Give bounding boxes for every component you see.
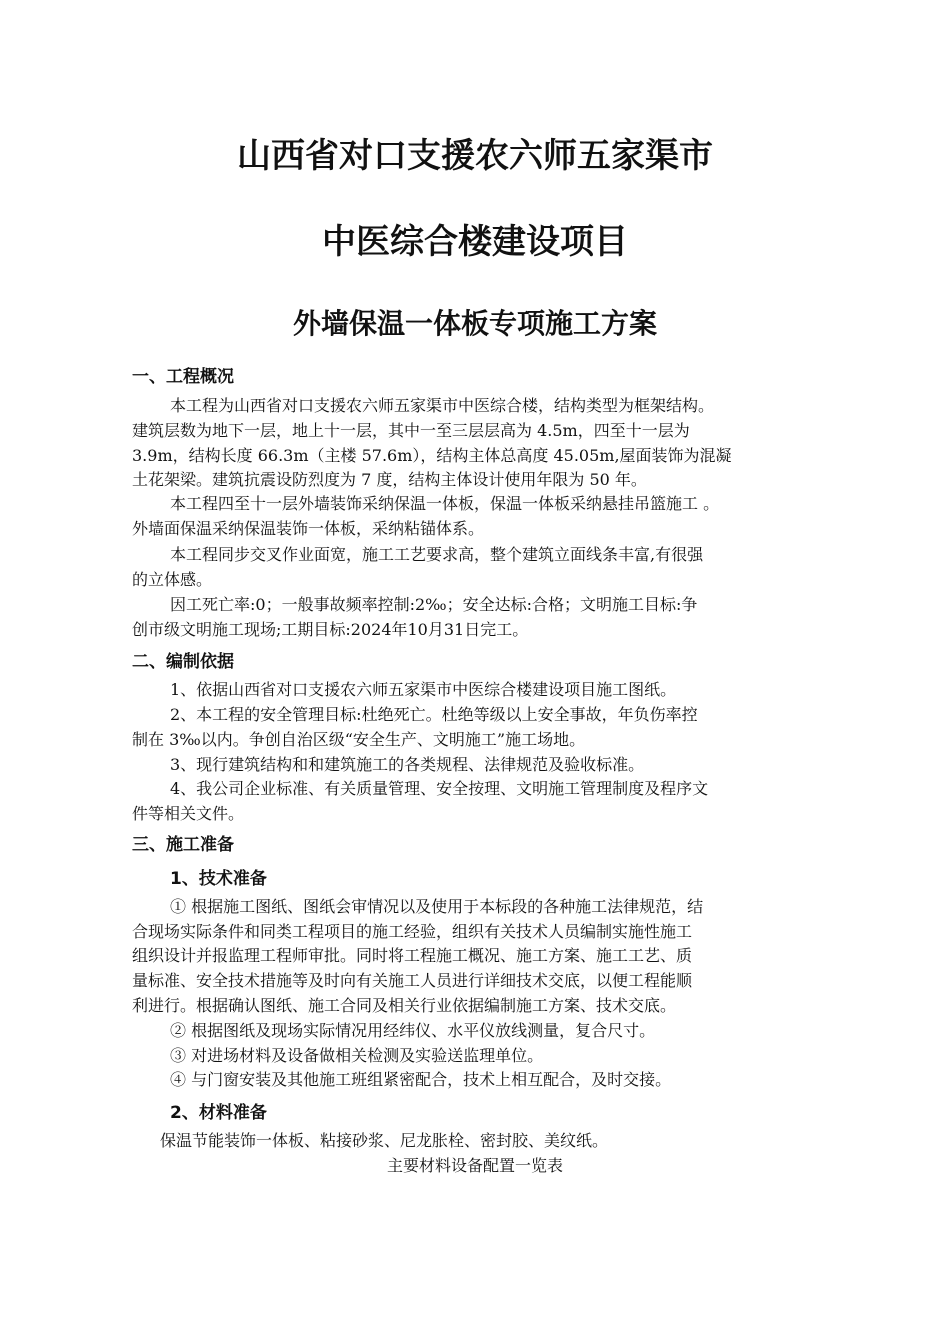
paragraph-line: 建筑层数为地下一层，地上十一层，其中一至三层层高为 4.5m，四至十一层为 <box>132 421 690 440</box>
paragraph-line: 合现场实际条件和同类工程项目的施工经验，组织有关技术人员编制实施性施工 <box>132 922 693 941</box>
paragraph-line: ③ 对进场材料及设备做相关检测及实验送监理单位。 <box>170 1046 544 1065</box>
title-line-1: 山西省对口支援农六师五家渠市 <box>237 136 713 176</box>
paragraph-line: 因工死亡率:0；一般事故频率控制:2‰；安全达标:合格；文明施工目标:争 <box>170 595 698 614</box>
paragraph-line: 3.9m，结构长度 66.3m（主楼 57.6m），结构主体总高度 45.05m,屋面装饰为混凝 <box>132 446 732 465</box>
paragraph-line: 的立体感。 <box>132 570 213 589</box>
section-2-heading: 二、编制依据 <box>132 652 234 672</box>
paragraph-line: 本工程同步交叉作业面宽，施工工艺要求高，整个建筑立面线条丰富,有很强 <box>170 545 704 564</box>
paragraph-line: 组织设计并报监理工程师审批。同时将工程施工概况、施工方案、施工工艺、质 <box>132 946 693 965</box>
paragraph-line: ④ 与门窗安装及其他施工班组紧密配合，技术上相互配合，及时交接。 <box>170 1070 672 1089</box>
paragraph-line: 量标准、安全技术措施等及时向有关施工人员进行详细技术交底，以便工程能顺 <box>132 971 693 990</box>
paragraph-line: 土花架梁。建筑抗震设防烈度为 7 度，结构主体设计使用年限为 50 年。 <box>132 470 647 489</box>
paragraph-line: 4、我公司企业标准、有关质量管理、安全按理、文明施工管理制度及程序文 <box>170 779 709 798</box>
paragraph-line: 创市级文明施工现场;工期目标:2024年10月31日完工。 <box>132 620 529 639</box>
paragraph-line: 1、依据山西省对口支援农六师五家渠市中医综合楼建设项目施工图纸。 <box>170 680 677 699</box>
paragraph-line: 2、本工程的安全管理目标:杜绝死亡。杜绝等级以上安全事故，年负伤率控 <box>170 705 698 724</box>
paragraph-line: 利进行。根据确认图纸、施工合同及相关行业依据编制施工方案、技术交底。 <box>132 996 677 1015</box>
subsection-technical-heading: 1、技术准备 <box>170 869 267 889</box>
paragraph-line: 本工程为山西省对口支援农六师五家渠市中医综合楼，结构类型为框架结构。 <box>170 396 715 415</box>
paragraph-line: 保温节能装饰一体板、粘接砂浆、尼龙胀栓、密封胶、美纹纸。 <box>160 1131 609 1150</box>
paragraph-line: ① 根据施工图纸、图纸会审情况以及使用于本标段的各种施工法律规范，结 <box>170 897 704 916</box>
paragraph-line: ② 根据图纸及现场实际情况用经纬仪、水平仪放线测量，复合尺寸。 <box>170 1021 656 1040</box>
paragraph-line: 外墙面保温采纳保温装饰一体板，采纳粘锚体系。 <box>132 519 485 538</box>
paragraph-line: 件等相关文件。 <box>132 804 245 823</box>
paragraph-line: 制在 3‰以内。争创自治区级“安全生产、文明施工”施工场地。 <box>132 730 586 749</box>
section-1-heading: 一、工程概况 <box>132 367 234 387</box>
paragraph-line: 本工程四至十一层外墙装饰采纳保温一体板，保温一体板采纳悬挂吊篮施工 。 <box>170 494 720 513</box>
subsection-materials-heading: 2、材料准备 <box>170 1103 267 1123</box>
title-line-3: 外墙保温一体板专项施工方案 <box>292 307 657 340</box>
table-caption: 主要材料设备配置一览表 <box>386 1156 563 1175</box>
paragraph-line: 3、现行建筑结构和和建筑施工的各类规程、法律规范及验收标准。 <box>170 755 645 774</box>
title-line-2: 中医综合楼建设项目 <box>322 222 628 262</box>
section-3-heading: 三、施工准备 <box>132 835 234 855</box>
